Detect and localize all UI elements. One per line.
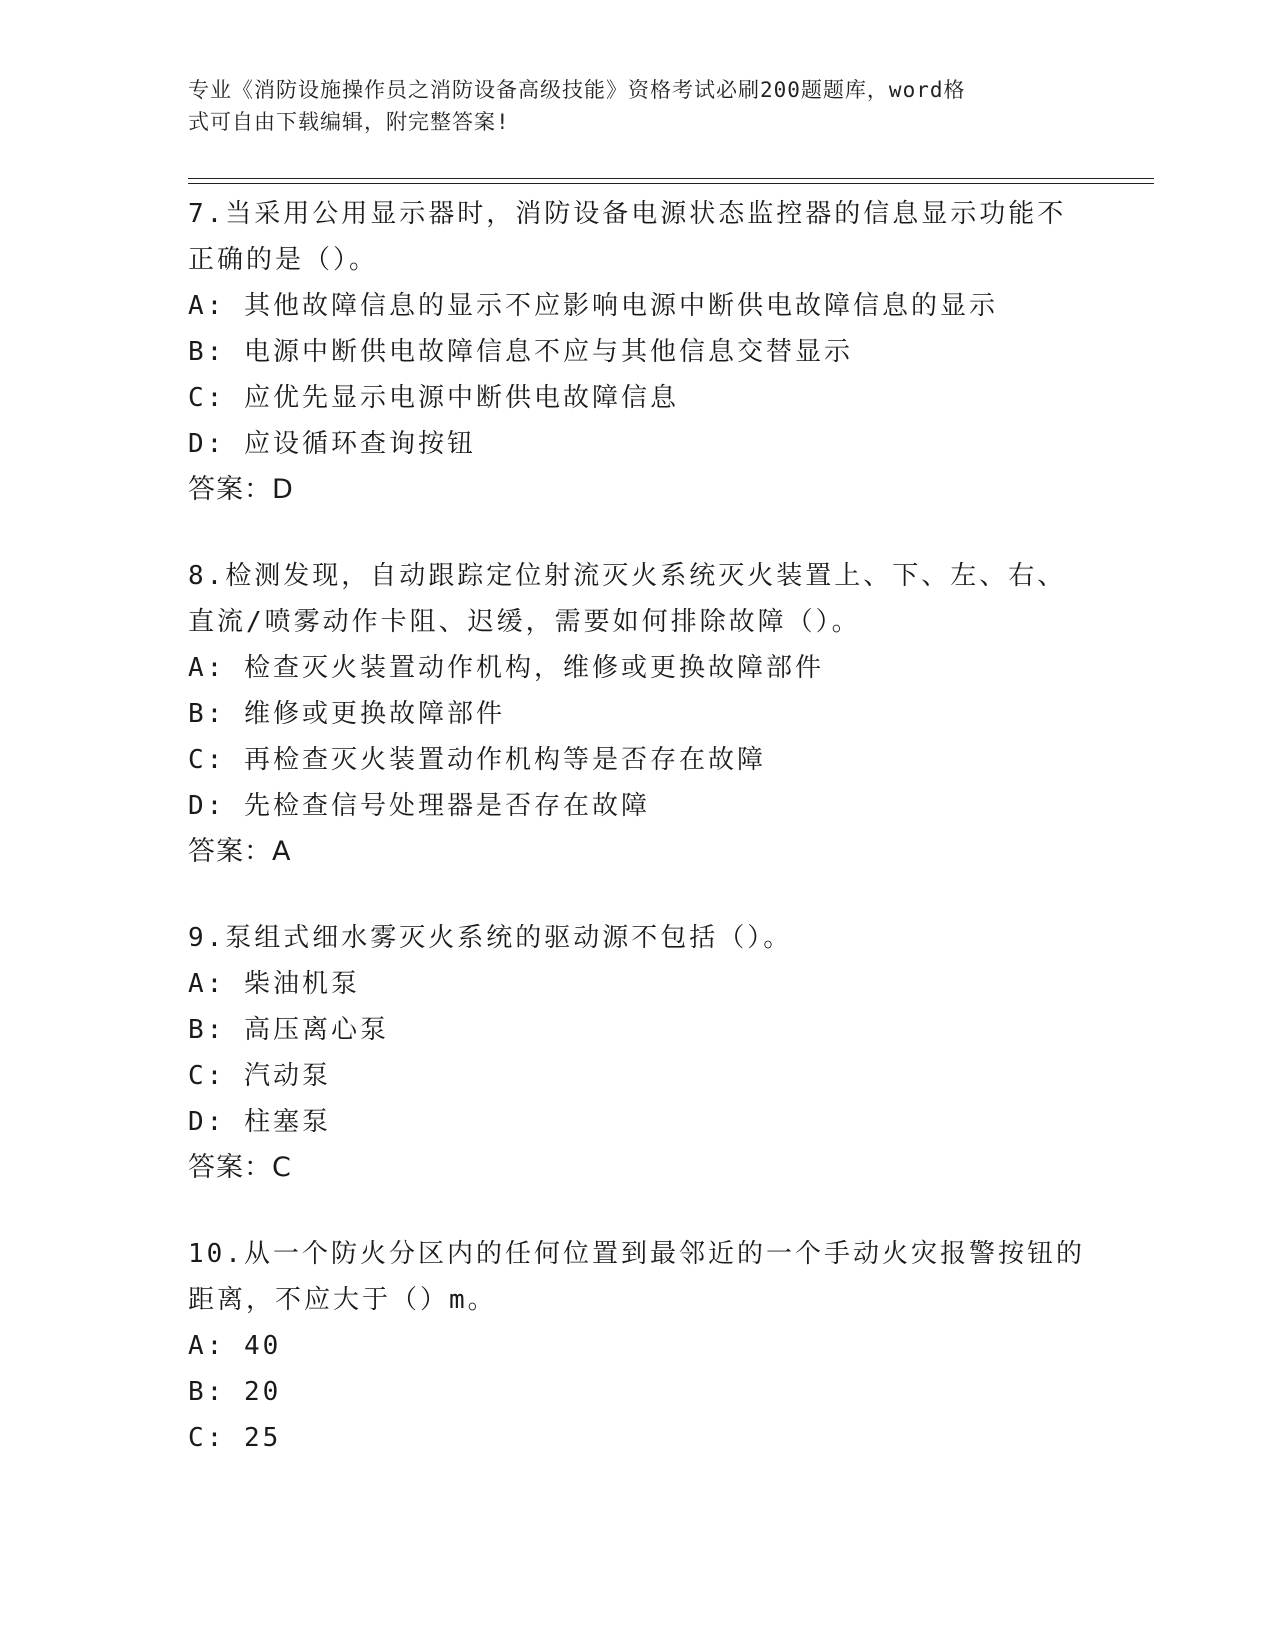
- option-c: C: 再检查灭火装置动作机构等是否存在故障: [188, 745, 766, 775]
- question-stem: 9.泵组式细水雾灭火系统的驱动源不包括（）。: [188, 923, 793, 953]
- option-b: B: 电源中断供电故障信息不应与其他信息交替显示: [188, 337, 853, 367]
- answer-line: 答案：A: [188, 836, 292, 867]
- option-a: A: 40: [188, 1331, 282, 1361]
- question-8: [188, 553, 1088, 875]
- spacer: [188, 875, 1088, 915]
- header-line-2: 式可自由下载编辑，附完整答案!: [188, 110, 510, 134]
- document-header: [188, 74, 1068, 138]
- header-line-1: 专业《消防设施操作员之消防设备高级技能》资格考试必刷200题题库，word格: [188, 78, 966, 102]
- question-stem-continued: 直流/喷雾动作卡阻、迟缓，需要如何排除故障（）。: [188, 607, 861, 637]
- option-b: B: 维修或更换故障部件: [188, 699, 505, 729]
- option-c: C: 汽动泵: [188, 1061, 331, 1091]
- spacer: [188, 1191, 1088, 1231]
- question-stem-continued: 正确的是（）。: [188, 245, 379, 275]
- question-stem: 10.从一个防火分区内的任何位置到最邻近的一个手动火灾报警按钮的: [188, 1239, 1085, 1269]
- question-stem: 7.当采用公用显示器时，消防设备电源状态监控器的信息显示功能不: [188, 199, 1067, 229]
- question-10: [188, 1231, 1088, 1461]
- spacer: [188, 513, 1088, 553]
- option-d: D: 应设循环查询按钮: [188, 429, 476, 459]
- option-a: A: 柴油机泵: [188, 969, 360, 999]
- option-d: D: 柱塞泵: [188, 1107, 331, 1137]
- answer-line: 答案：D: [188, 474, 294, 505]
- option-c: C: 25: [188, 1423, 282, 1453]
- header-divider-bottom: [188, 183, 1154, 184]
- header-divider-top: [188, 178, 1154, 179]
- option-c: C: 应优先显示电源中断供电故障信息: [188, 383, 679, 413]
- option-b: B: 20: [188, 1377, 282, 1407]
- question-7: [188, 191, 1088, 513]
- option-a: A: 检查灭火装置动作机构，维修或更换故障部件: [188, 653, 824, 683]
- question-stem: 8.检测发现，自动跟踪定位射流灭火系统灭火装置上、下、左、右、: [188, 561, 1067, 591]
- option-b: B: 高压离心泵: [188, 1015, 389, 1045]
- answer-line: 答案：C: [188, 1152, 292, 1183]
- question-stem-continued: 距离，不应大于（）m。: [188, 1285, 497, 1315]
- option-d: D: 先检查信号处理器是否存在故障: [188, 791, 650, 821]
- option-a: A: 其他故障信息的显示不应影响电源中断供电故障信息的显示: [188, 291, 998, 321]
- question-list: [188, 191, 1088, 1461]
- question-9: [188, 915, 1088, 1191]
